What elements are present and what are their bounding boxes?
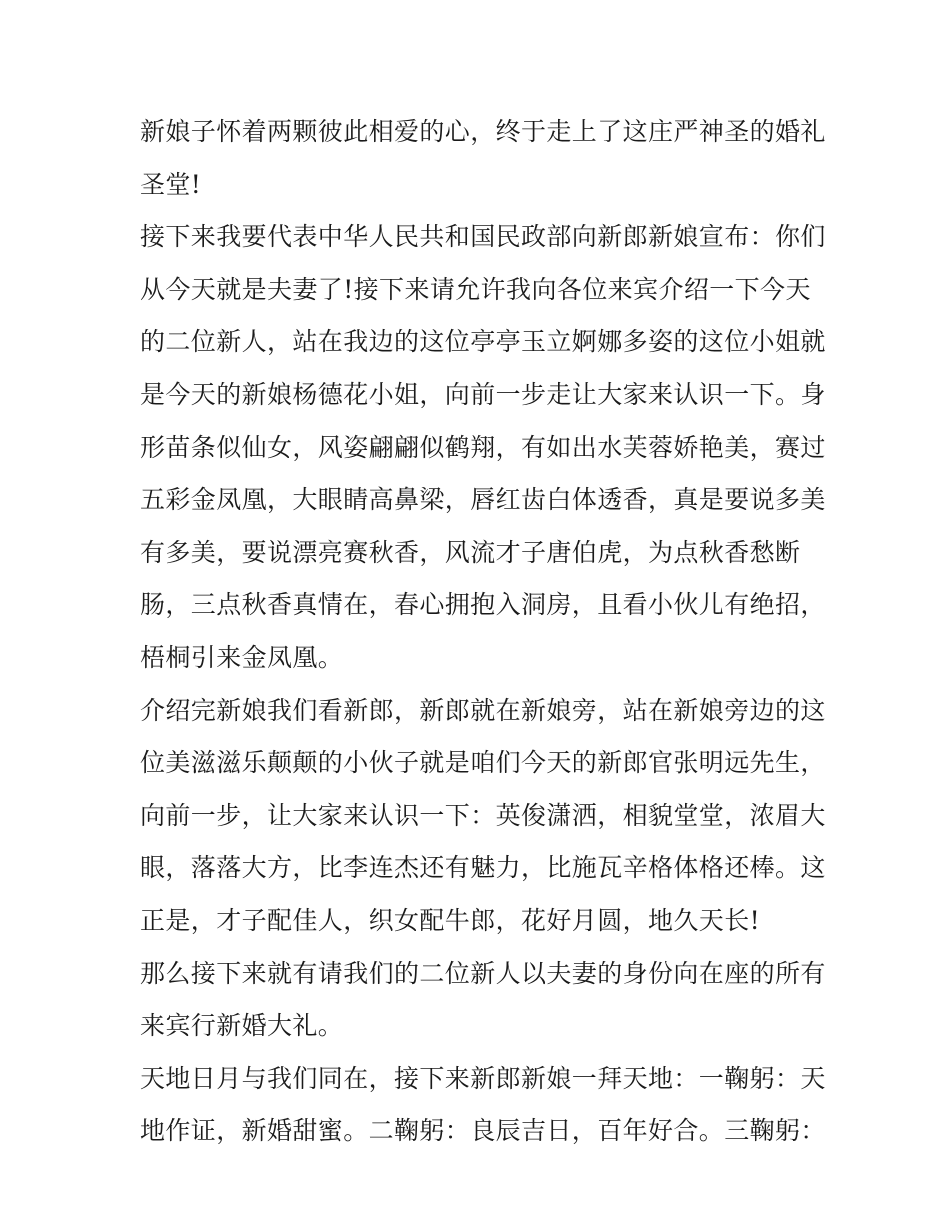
text-line: 圣堂!: [140, 169, 202, 199]
text-line: 位美滋滋乐颠颠的小伙子就是咱们今天的新郎官张明远先生，: [140, 748, 826, 778]
text-line: 肠，三点秋香真情在，春心拥抱入洞房，且看小伙儿有绝招，: [140, 590, 826, 620]
text-line: 有多美，要说漂亮赛秋香，风流才子唐伯虎，为点秋香愁断: [140, 537, 801, 567]
text-line: 眼，落落大方，比李连杰还有魅力，比施瓦辛格体格还棒。这: [140, 853, 826, 883]
text-line: 那么接下来就有请我们的二位新人以夫妻的身份向在座的所有: [140, 958, 826, 988]
text-line: 向前一步，让大家来认识一下：英俊潇洒，相貌堂堂，浓眉大: [140, 800, 826, 830]
text-line: 梧桐引来金凤凰。: [140, 642, 344, 672]
text-line: 的二位新人，站在我边的这位亭亭玉立婀娜多姿的这位小姐就: [140, 327, 826, 357]
text-line: 是今天的新娘杨德花小姐，向前一步走让大家来认识一下。身: [140, 379, 826, 409]
text-line: 正是，才子配佳人，织女配牛郎，花好月圆，地久天长!: [140, 905, 761, 935]
text-line: 接下来我要代表中华人民共和国民政部向新郎新娘宣布：你们: [140, 222, 826, 252]
text-line: 地作证，新婚甜蜜。二鞠躬：良辰吉日，百年好合。三鞠躬：: [140, 1116, 826, 1146]
text-line: 形苗条似仙女，风姿翩翩似鹤翔，有如出水芙蓉娇艳美，赛过: [140, 432, 826, 462]
text-line: 新娘子怀着两颗彼此相爱的心，终于走上了这庄严神圣的婚礼: [140, 117, 826, 146]
document-body: [140, 106, 826, 1158]
text-line: 介绍完新娘我们看新郎，新郎就在新娘旁，站在新娘旁边的这: [140, 695, 826, 725]
text-line: 来宾行新婚大礼。: [140, 1011, 344, 1041]
text-line: 从今天就是夫妻了!接下来请允许我向各位来宾介绍一下今天: [140, 274, 811, 304]
text-line: 五彩金凤凰，大眼睛高鼻梁，唇红齿白体透香，真是要说多美: [140, 485, 826, 515]
text-line: 天地日月与我们同在，接下来新郎新娘一拜天地：一鞠躬：天: [140, 1063, 826, 1093]
